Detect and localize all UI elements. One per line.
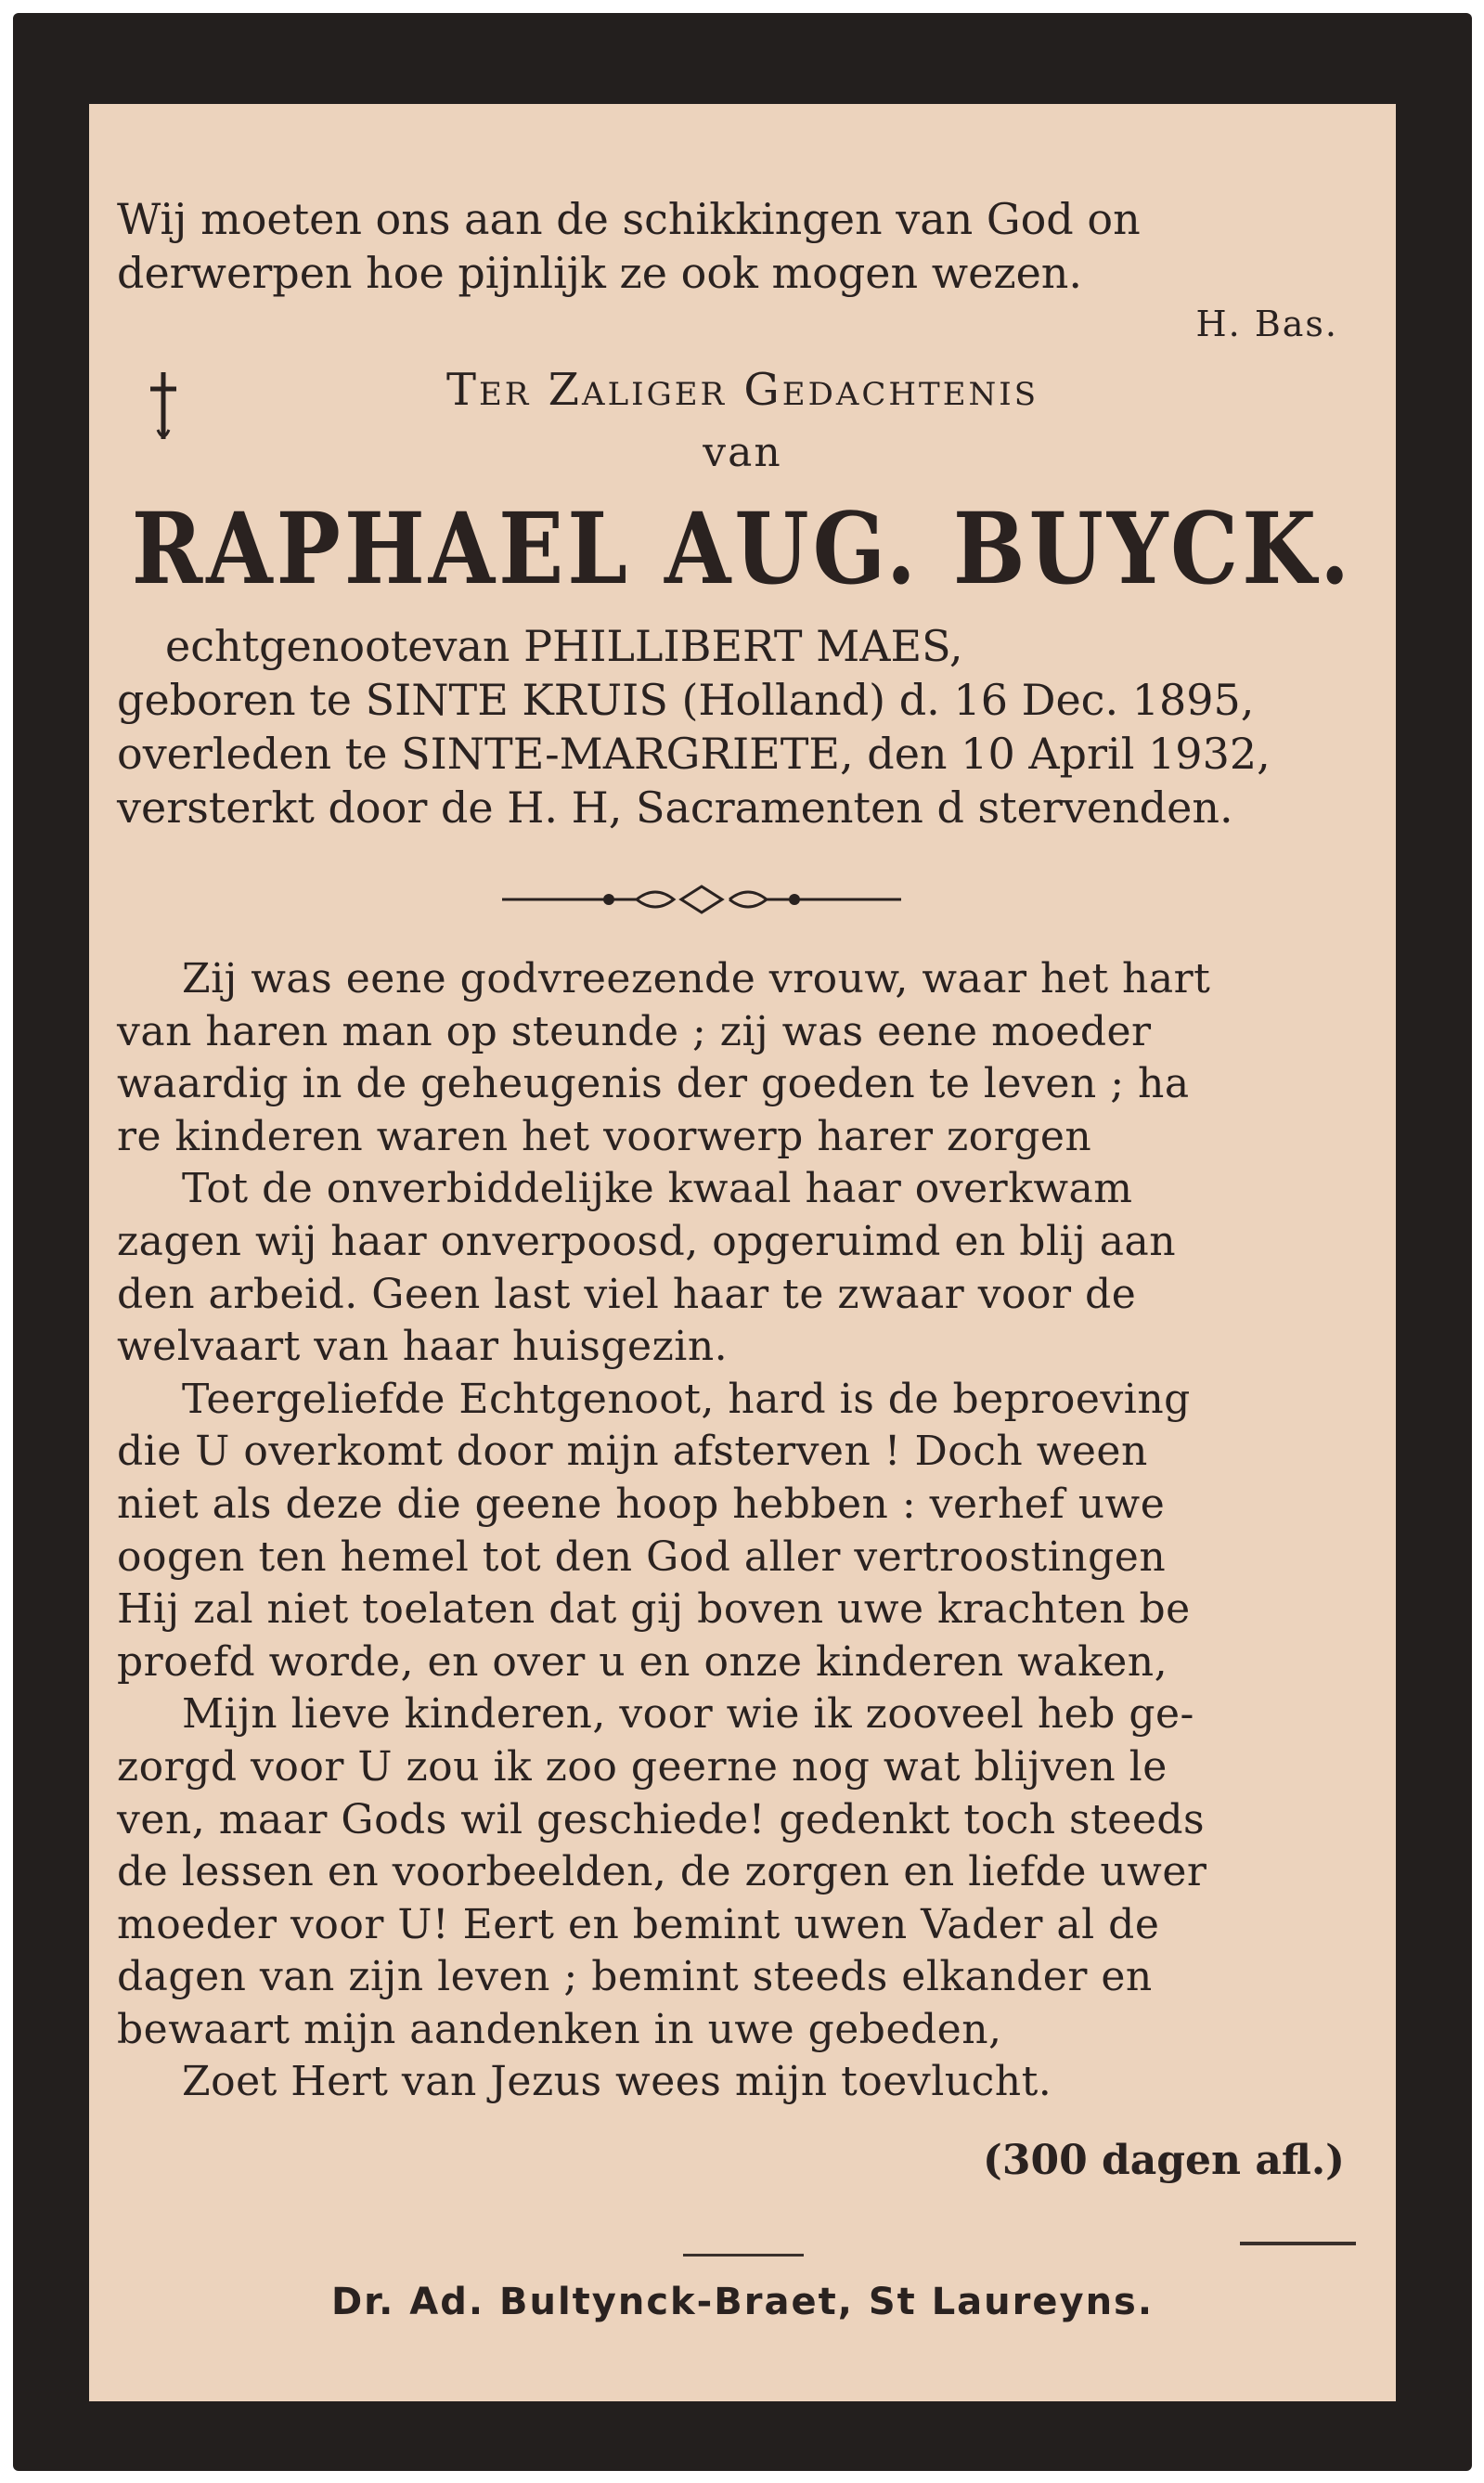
body-line: waardig in de geheugenis der goeden te leven ; ha <box>117 1060 1190 1108</box>
memorial-heading: Ter Zaliger Gedachtenis <box>445 364 1039 416</box>
body-line: Mijn lieve kinderen, voor wie ik zooveel heb ge- <box>182 1690 1194 1739</box>
heading-van: van <box>703 429 782 476</box>
body-text <box>117 953 1374 2109</box>
birth-line: geboren te SINTE KRUIS (Holland) d. 16 Dec. 1895, <box>117 675 1255 725</box>
body-line: oogen ten hemel tot den God aller vertroostingen <box>117 1532 1167 1581</box>
card-panel <box>89 104 1396 2401</box>
motto-author: H. Bas. <box>1195 304 1338 344</box>
motto-line: Wij moeten ons aan de schikkingen van God on <box>117 194 1141 244</box>
body-line: Teergeliefde Echtgenoot, hard is de beproeving <box>182 1375 1191 1423</box>
body-line: proefd worde, en over u en onze kinderen waken, <box>117 1637 1168 1686</box>
indulgence-note: (300 dagen afl.) <box>983 2137 1345 2184</box>
memorial-card <box>13 13 1472 2471</box>
divider-rule <box>1240 2242 1356 2245</box>
body-line: ven, maar Gods wil geschiede! gedenkt toch steeds <box>117 1795 1206 1843</box>
body-line: van haren man op steunde ; zij was eene moeder <box>117 1007 1152 1055</box>
body-line: zorgd voor U zou ik zoo geerne nog wat blijven le <box>117 1742 1168 1791</box>
body-line: de lessen en voorbeelden, de zorgen en liefde uwer <box>117 1848 1207 1896</box>
body-line: welvaart van haar huisgezin. <box>117 1323 729 1371</box>
sacraments-line: versterkt door de H. H, Sacramenten d stervenden. <box>117 782 1233 833</box>
body-line: zagen wij haar onverpoosd, opgeruimd en blij aan <box>117 1217 1177 1265</box>
body-line: Zij was eene godvreezende vrouw, waar het hart <box>182 955 1211 1002</box>
body-line: moeder voor U! Eert en bemint uwen Vader al de <box>117 1900 1160 1948</box>
printer-credit: Dr. Ad. Bultynck-Braet, St Laureyns. <box>330 2281 1155 2323</box>
body-line: Zoet Hert van Jezus wees mijn toevlucht. <box>182 2058 1052 2106</box>
deceased-name: RAPHAEL AUG. BUYCK. <box>131 490 1354 607</box>
body-line: Hij zal niet toelaten dat gij boven uwe krachten be <box>117 1585 1191 1634</box>
ornament-divider-icon <box>497 879 906 920</box>
body-line: dagen van zijn leven ; bemint steeds elkander en <box>117 1953 1153 2001</box>
body-line: bewaart mijn aandenken in uwe gebeden, <box>117 2005 1002 2053</box>
body-line: den arbeid. Geen last viel haar te zwaar voor de <box>117 1270 1137 1318</box>
biographical-info <box>117 619 1370 834</box>
body-line: niet als deze die geene hoop hebben : verhef uwe <box>117 1480 1166 1528</box>
body-line: Tot de onverbiddelijke kwaal haar overkwam <box>182 1165 1133 1213</box>
body-line: die U overkomt door mijn afsterven ! Doch ween <box>117 1428 1148 1476</box>
motto-line: derwerpen hoe pijnlijk ze ook mogen wezen. <box>117 248 1083 298</box>
death-line: overleden te SINTE-MARGRIETE, den 10 April 1932, <box>117 729 1271 779</box>
spouse-line: echtgenootevan PHILLIBERT MAES, <box>165 621 963 671</box>
body-line: re kinderen waren het voorwerp harer zorgen <box>117 1112 1092 1160</box>
motto <box>117 192 1351 300</box>
divider-rule <box>683 2254 804 2257</box>
